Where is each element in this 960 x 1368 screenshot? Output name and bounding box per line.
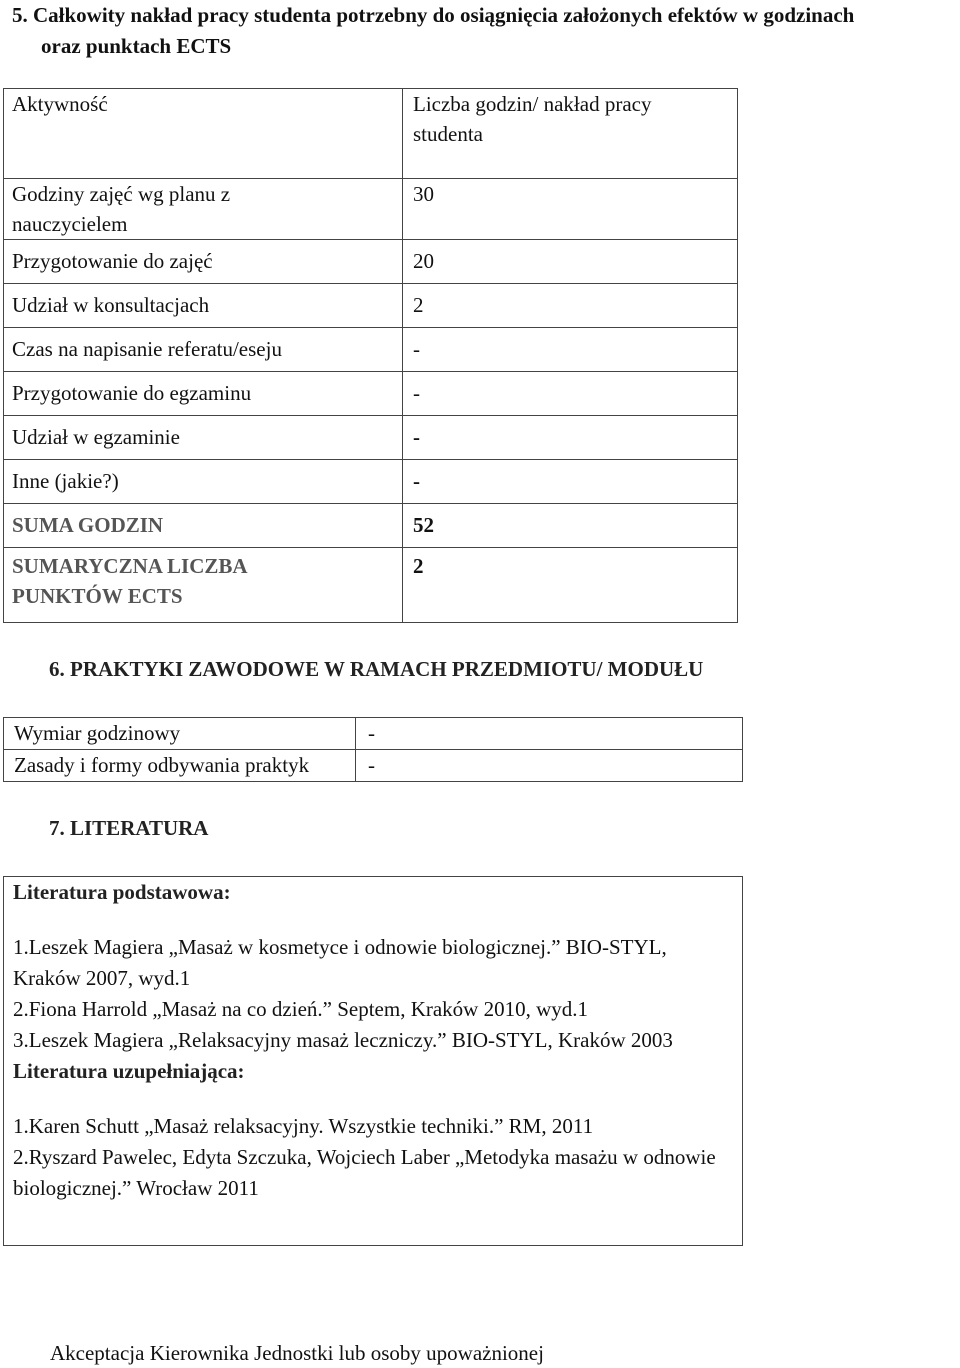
workload-total-label: SUMA GODZIN [4, 504, 403, 548]
workload-header-row [4, 89, 738, 179]
acceptance-footer: Akceptacja Kierownika Jednostki lub osoby upoważnionej [50, 1341, 544, 1365]
workload-header-hours: Liczba godzin/ nakład pracy studenta [403, 89, 738, 179]
workload-ects-label: SUMARYCZNA LICZBA PUNKTÓW ECTS [4, 548, 403, 623]
literature-item: 3.Leszek Magiera „Relaksacyjny masaż leczniczy.” BIO-STYL, Kraków 2003 [13, 1028, 673, 1052]
workload-row [4, 240, 738, 284]
literature-item: 2.Ryszard Pawelec, Edyta Szczuka, Wojciech Laber „Metodyka masażu w odnowie biologicznej.” Wrocław 2011 [13, 1145, 716, 1200]
workload-table [3, 88, 738, 623]
workload-hours: - [403, 328, 738, 372]
workload-row [4, 416, 738, 460]
literature-basic-heading: Literatura podstawowa: [13, 880, 231, 904]
workload-hours: 2 [403, 284, 738, 328]
practice-label: Wymiar godzinowy [14, 721, 181, 745]
workload-activity: Czas na napisanie referatu/eseju [4, 328, 403, 372]
workload-hours: - [403, 372, 738, 416]
practice-table [3, 717, 743, 782]
workload-header-activity: Aktywność [12, 92, 108, 116]
workload-hours: 30 [403, 179, 738, 240]
workload-ects-value: 2 [403, 548, 738, 623]
literature-item: 1.Karen Schutt „Masaż relaksacyjny. Wszystkie techniki.” RM, 2011 [13, 1114, 594, 1138]
literature-box [3, 876, 743, 1246]
section-7-heading: 7. LITERATURA [49, 816, 209, 840]
workload-activity: Przygotowanie do egzaminu [4, 372, 403, 416]
workload-row [4, 548, 738, 623]
workload-total-value: 52 [403, 504, 738, 548]
workload-row [4, 460, 738, 504]
literature-item: 2.Fiona Harrold „Masaż na co dzień.” Septem, Kraków 2010, wyd.1 [13, 997, 589, 1021]
workload-hours: - [403, 416, 738, 460]
section-5-heading-line2: oraz punktach ECTS [41, 34, 232, 58]
workload-activity: Udział w konsultacjach [4, 284, 403, 328]
section-5-heading [12, 0, 960, 62]
section-6-heading: 6. PRAKTYKI ZAWODOWE W RAMACH PRZEDMIOTU/ MODUŁU [49, 657, 704, 681]
workload-activity: Godziny zajęć wg planu z nauczycielem [4, 179, 403, 240]
practice-row [4, 718, 743, 750]
workload-hours: 20 [403, 240, 738, 284]
workload-activity: Udział w egzaminie [4, 416, 403, 460]
practice-row [4, 750, 743, 782]
workload-row [4, 504, 738, 548]
workload-row [4, 284, 738, 328]
workload-activity: Inne (jakie?) [4, 460, 403, 504]
practice-value: - [356, 718, 743, 750]
workload-hours: - [403, 460, 738, 504]
workload-activity: Przygotowanie do zajęć [4, 240, 403, 284]
literature-item: 1.Leszek Magiera „Masaż w kosmetyce i odnowie biologicznej.” BIO-STYL, Kraków 2007, wyd.1 [13, 935, 667, 990]
section-5-heading-line1: 5. Całkowity nakład pracy studenta potrzebny do osiągnięcia założonych efektów w godzinach [12, 3, 855, 27]
workload-row [4, 372, 738, 416]
practice-value: - [356, 750, 743, 782]
practice-label: Zasady i formy odbywania praktyk [4, 750, 356, 782]
literature-supplementary-heading: Literatura uzupełniająca: [13, 1059, 245, 1083]
workload-row [4, 328, 738, 372]
workload-row [4, 179, 738, 240]
